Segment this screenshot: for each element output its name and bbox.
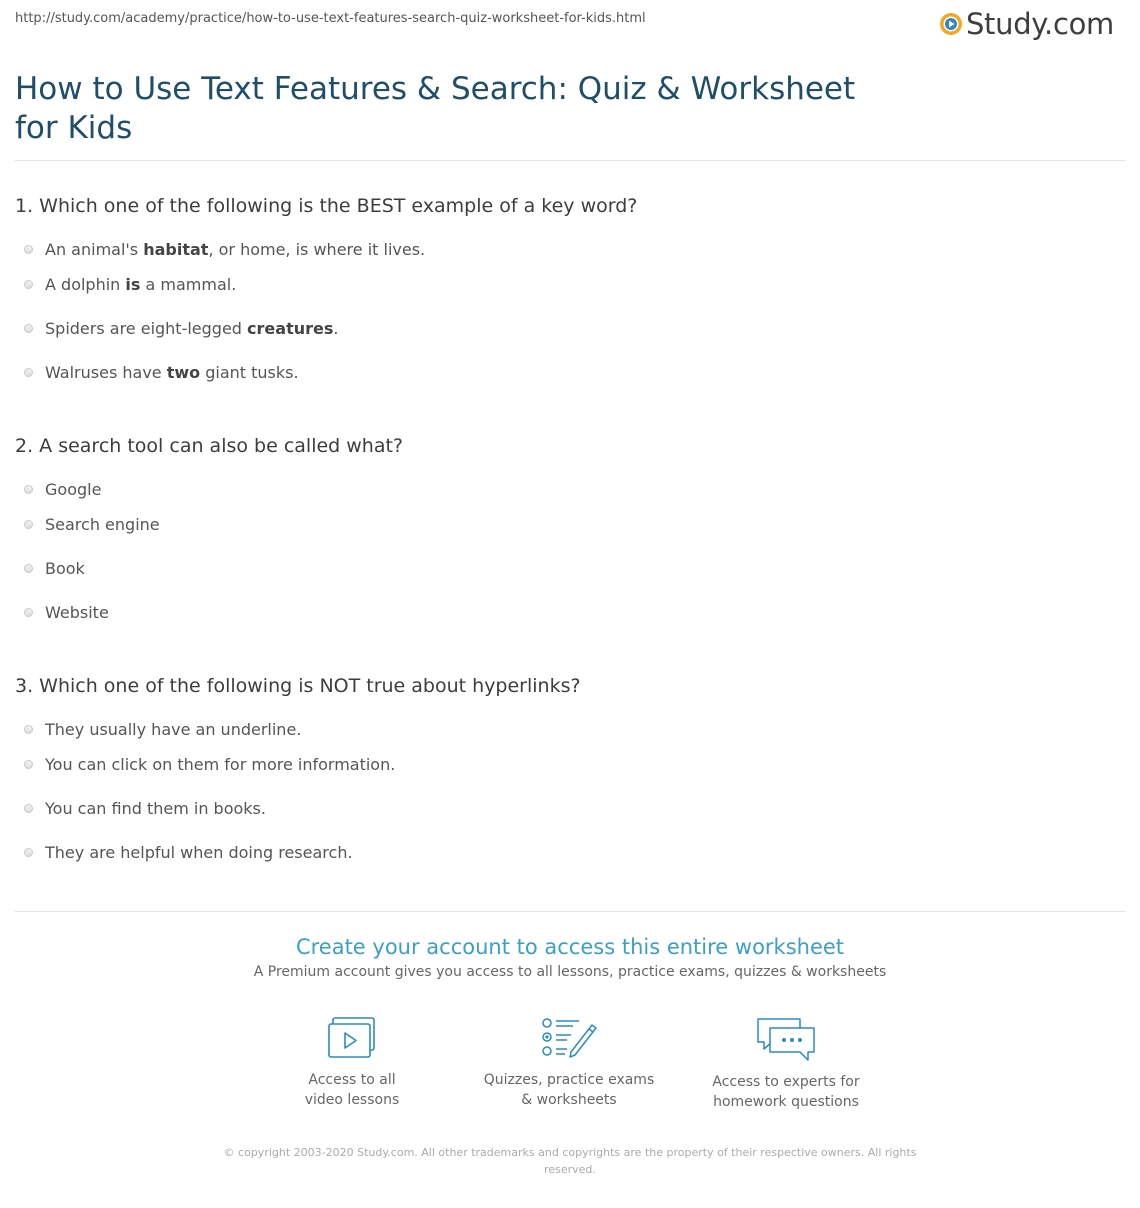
question-3 — [15, 674, 1115, 874]
radio-button[interactable] — [24, 760, 33, 769]
question-1-title: 1. Which one of the following is the BEST example of a key word? — [15, 195, 638, 217]
answer-option[interactable] — [15, 350, 1115, 394]
answer-text: Book — [45, 558, 85, 578]
answer-option[interactable] — [15, 546, 1115, 590]
question-1 — [15, 194, 1115, 394]
question-2-title: 2. A search tool can also be called what? — [15, 435, 404, 457]
answer-option[interactable] — [15, 237, 1115, 262]
section-divider — [15, 911, 1125, 912]
question-2 — [15, 434, 1115, 634]
answer-text: You can find them in books. — [45, 798, 266, 818]
radio-button[interactable] — [24, 564, 33, 573]
feature-label: Access to all video lessons — [304, 1072, 400, 1108]
cta-link[interactable]: Create your account to access this entire worksheet — [295, 935, 845, 959]
answer-text: They are helpful when doing research. — [45, 842, 353, 862]
feature-video-lessons — [242, 1016, 462, 1110]
quiz-checklist-icon — [541, 1016, 597, 1060]
copyright-notice: © copyright 2003-2020 Study.com. All other trademarks and copyrights are the property of their respective owners. All rights reserved. — [223, 1146, 917, 1176]
answer-text: A dolphin is a mammal. — [45, 274, 237, 294]
answer-option[interactable] — [15, 830, 1115, 874]
answer-text: You can click on them for more information. — [45, 754, 396, 774]
radio-button[interactable] — [24, 608, 33, 617]
answer-option[interactable] — [15, 786, 1115, 830]
radio-button[interactable] — [24, 245, 33, 254]
logo-text: Study.com — [965, 7, 1114, 41]
answer-option[interactable] — [15, 306, 1115, 350]
answer-option[interactable] — [15, 502, 1115, 546]
play-circle-logo-icon — [939, 12, 963, 36]
feature-label: Access to experts for homework questions — [712, 1074, 860, 1110]
signup-cta — [0, 933, 1140, 980]
video-lessons-icon — [326, 1016, 378, 1060]
radio-button[interactable] — [24, 804, 33, 813]
feature-label: Quizzes, practice exams & worksheets — [483, 1072, 655, 1108]
answer-text: Walruses have two giant tusks. — [45, 362, 299, 382]
question-3-title: 3. Which one of the following is NOT true about hyperlinks? — [15, 675, 581, 697]
feature-quizzes — [459, 1016, 679, 1110]
radio-button[interactable] — [24, 324, 33, 333]
answer-option[interactable] — [15, 590, 1115, 634]
radio-button[interactable] — [24, 368, 33, 377]
chat-bubbles-icon — [754, 1016, 818, 1062]
page-url: http://study.com/academy/practice/how-to-use-text-features-search-quiz-worksheet-for-kids.html — [15, 11, 646, 26]
answer-option[interactable] — [15, 262, 1115, 306]
study-logo[interactable] — [939, 8, 1114, 40]
feature-experts — [676, 1016, 896, 1112]
answer-text: Spiders are eight-legged creatures. — [45, 318, 339, 338]
radio-button[interactable] — [24, 485, 33, 494]
radio-button[interactable] — [24, 848, 33, 857]
answer-text: Search engine — [45, 514, 160, 534]
answer-text: Google — [45, 480, 102, 499]
answer-option[interactable] — [15, 742, 1115, 786]
page-title: How to Use Text Features & Search: Quiz & Worksheet for Kids — [15, 71, 856, 146]
radio-button[interactable] — [24, 280, 33, 289]
answer-text: Website — [45, 602, 109, 622]
radio-button[interactable] — [24, 725, 33, 734]
answer-option[interactable] — [15, 717, 1115, 742]
title-divider — [15, 160, 1125, 161]
cta-subtitle: A Premium account gives you access to all lessons, practice exams, quizzes & worksheets — [253, 964, 887, 980]
answer-option[interactable] — [15, 477, 1115, 502]
answer-text: They usually have an underline. — [45, 720, 302, 739]
radio-button[interactable] — [24, 520, 33, 529]
answer-text: An animal's habitat, or home, is where it lives. — [45, 240, 426, 259]
